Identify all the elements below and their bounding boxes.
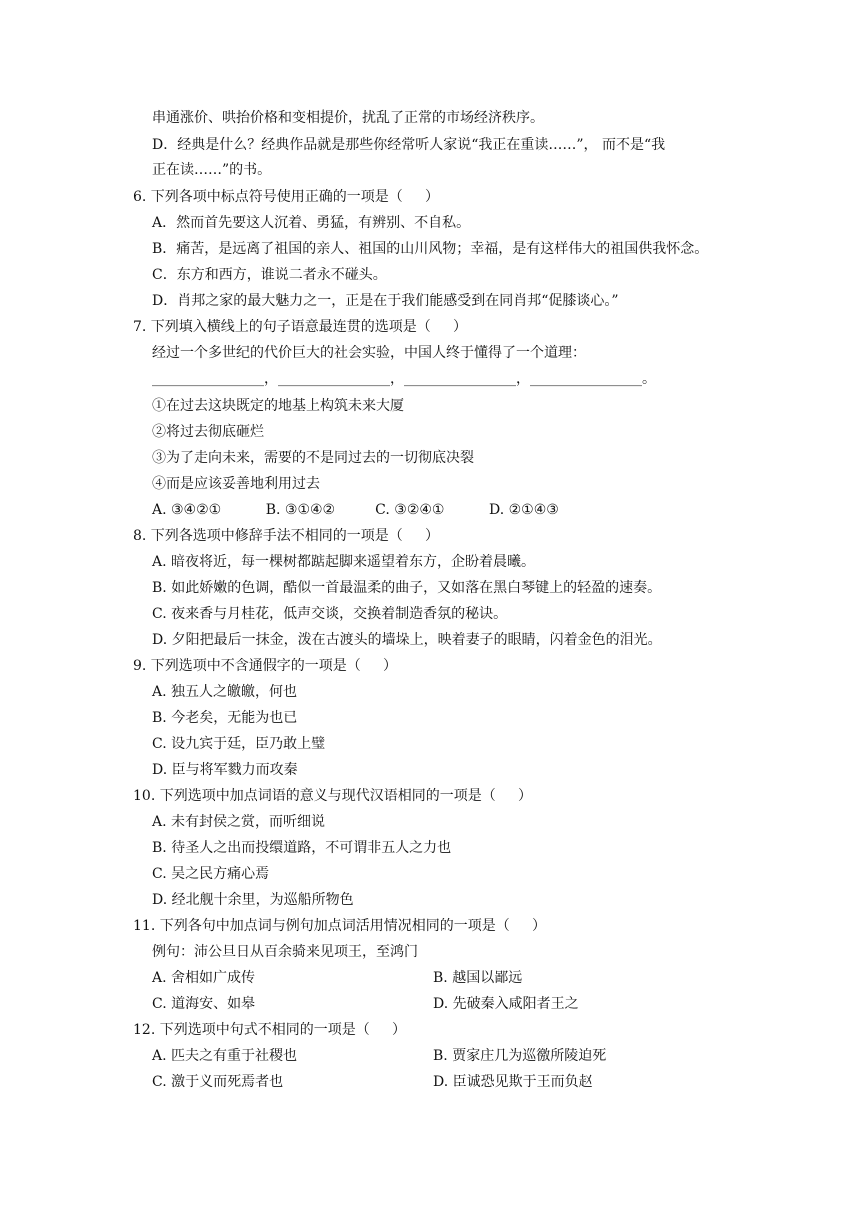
- text-line-30: C. 吴之民方痛心焉: [152, 866, 270, 882]
- text-line-8: D．肖邦之家的最大魅力之一，正是在于我们能感受到在同肖邦“促膝谈心。”: [152, 293, 619, 309]
- text-line-7: C．东方和西方，谁说二者永不碰头。: [152, 267, 387, 283]
- text-line-27: 10. 下列选项中加点词语的意义与现代汉语相同的一项是（ ）: [133, 788, 532, 804]
- text-line-4: 6. 下列各项中标点符号使用正确的一项是（ ）: [133, 189, 440, 205]
- text-line-12: ①在过去这块既定的地基上构筑未来大厦: [152, 398, 404, 414]
- text-line-13: ②将过去彻底砸烂: [152, 424, 264, 440]
- text-line-39: A. 匹夫之有重于社稷也: [152, 1048, 298, 1064]
- text-line-32: 11. 下列各句中加点词与例句加点词活用情况相同的一项是（ ）: [133, 918, 546, 934]
- text-line-1: 串通涨价、哄抬价格和变相提价，扰乱了正常的市场经济秩序。: [152, 110, 544, 126]
- text-line-35: B. 越国以鄙远: [433, 970, 523, 986]
- text-line-26: D. 臣与将军戮力而攻秦: [152, 762, 298, 778]
- text-line-21: D. 夕阳把最后一抹金，泼在古渡头的墙垛上，映着妻子的眼睛，闪着金色的泪光。: [152, 632, 662, 648]
- text-line-6: B．痛苦，是远离了祖国的亲人、祖国的山川风物；幸福，是有这样伟大的祖国供我怀念。: [152, 241, 709, 257]
- text-line-9: 7. 下列填入横线上的句子语意最连贯的选项是（ ）: [133, 319, 468, 335]
- text-line-37: D. 先破秦入咸阳者王之: [433, 996, 579, 1012]
- text-line-11: ________________，________________，________________，________________。: [152, 371, 656, 387]
- text-line-41: C. 激于义而死焉者也: [152, 1074, 284, 1090]
- text-line-31: D. 经北舰十余里，为巡船所物色: [152, 892, 354, 908]
- text-line-40: B. 贾家庄几为巡徼所陵迫死: [433, 1048, 607, 1064]
- text-line-14: ③为了走向未来，需要的不是同过去的一切彻底决裂: [152, 450, 474, 466]
- text-line-17: 8. 下列各选项中修辞手法不相同的一项是（ ）: [133, 528, 440, 544]
- text-line-25: C. 设九宾于廷，臣乃敢上璧: [152, 736, 326, 752]
- text-line-19: B. 如此娇嫩的色调，酷似一首最温柔的曲子，又如落在黑白琴键上的轻盈的速奏。: [152, 580, 662, 596]
- text-line-3: 正在读……”的书。: [152, 162, 272, 178]
- text-line-15: ④而是应该妥善地利用过去: [152, 476, 320, 492]
- text-line-33: 例句：沛公旦日从百余骑来见项王，至鸿门: [152, 944, 418, 960]
- text-line-22: 9. 下列选项中不含通假字的一项是（ ）: [133, 658, 398, 674]
- text-line-42: D. 臣诚恐见欺于王而负赵: [433, 1074, 593, 1090]
- text-line-5: A．然而首先要这人沉着、勇猛，有辨别、不自私。: [152, 215, 471, 231]
- text-line-34: A. 舍相如广成传: [152, 970, 256, 986]
- text-line-16: A. ③④②① B. ③①④② C. ③②④① D. ②①④③: [152, 502, 559, 518]
- text-line-20: C. 夜来香与月桂花，低声交谈，交换着制造香氛的秘诀。: [152, 606, 508, 622]
- text-line-18: A. 暗夜将近，每一棵树都踮起脚来遥望着东方，企盼着晨曦。: [152, 554, 536, 570]
- text-line-29: B. 待圣人之出而投缳道路，不可谓非五人之力也: [152, 840, 452, 856]
- text-line-10: 经过一个多世纪的代价巨大的社会实验，中国人终于懂得了一个道理：: [152, 345, 586, 361]
- text-line-38: 12. 下列选项中句式不相同的一项是（ ）: [133, 1022, 406, 1038]
- text-line-23: A. 独五人之皦皦，何也: [152, 684, 298, 700]
- text-line-36: C. 道海安、如皋: [152, 996, 256, 1012]
- text-line-2: D．经典是什么？经典作品就是那些你经常听人家说“我正在重读……”， 而不是“我: [152, 137, 666, 153]
- text-line-28: A. 未有封侯之赏，而听细说: [152, 814, 326, 830]
- text-line-24: B. 今老矣，无能为也已: [152, 710, 298, 726]
